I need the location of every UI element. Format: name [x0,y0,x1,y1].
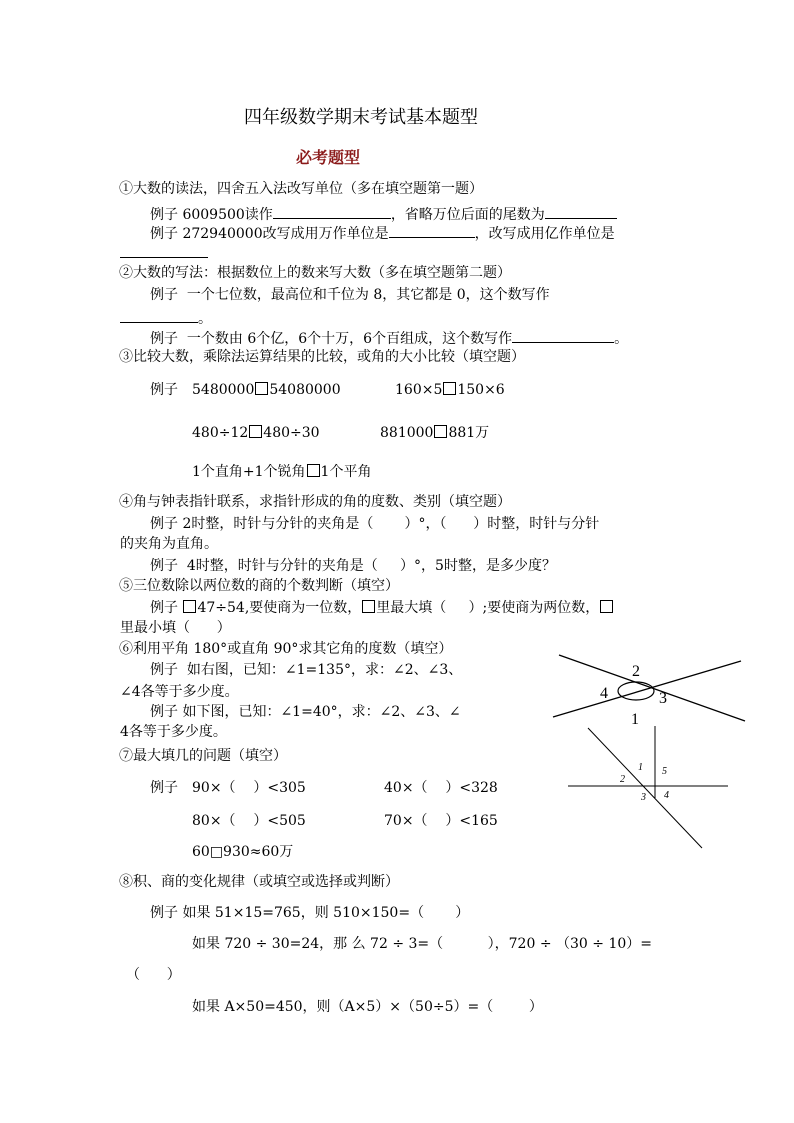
angle-label-4: 4 [664,790,669,801]
subtitle: 必考题型 [296,148,361,167]
answer-blank[interactable] [545,204,617,219]
answer-blank[interactable] [512,328,614,343]
section-8-heading: ⑧积、商的变化规律（或填空或选择或判断） [119,874,399,890]
problem-1: 90×（ ）<305 [192,780,306,796]
compare-box[interactable] [434,425,447,438]
example-label: 例子 [150,780,178,796]
section-6-example-1: 例子 如右图，已知：∠1=135°，求：∠2、∠3、 [150,662,463,678]
angle-label-2: 2 [620,774,625,785]
problem-3: 80×（ ）<505 [192,813,306,829]
compare-4: 881000 881万 [380,425,490,441]
digit-box[interactable] [362,600,375,613]
angle-label-3: 3 [641,792,646,803]
line-b [553,661,741,717]
section-2-heading: ②大数的写法：根据数位上的数来写大数（多在填空题第二题） [119,265,511,281]
digit-box[interactable] [600,600,613,613]
section-1-example-1: 例子 6009500读作 ，省略万位后面的尾数为 [150,204,617,224]
answer-blank[interactable] [389,223,475,238]
section-2-example-1: 例子 一个七位数，最高位和千位为 8，其它都是 0，这个数写作 [150,287,550,303]
problem-2: 40×（ ）<328 [384,780,498,796]
section-5-example: 例子 47÷54,要使商为一位数， 里最大填（ ）;要使商为两位数， [150,599,614,617]
compare-box[interactable] [249,425,262,438]
compare-box[interactable] [307,464,320,477]
section-2-example-2: 例子 一个数由 6个亿，6个十万，6个百组成，这个数写作 。 [150,328,628,348]
section-6-example-2: 例子 如下图，已知：∠1=40°，求：∠2、∠3、∠ [150,704,461,720]
diagonal-line [588,728,702,848]
section-8-example-2: 如果 720 ÷ 30=24，那 么 72 ÷ 3=（ ），720 ÷ （30 ÷ 10）= [192,936,652,952]
section-8-example-3: 如果 A×50=450，则（A×5）×（50÷5）=（ ） [192,999,543,1015]
angle-label-4: 4 [600,685,608,702]
page-title: 四年级数学期末考试基本题型 [244,107,478,128]
angle-label-1: 1 [631,711,639,728]
angle-label-5: 5 [662,766,667,777]
digit-box[interactable] [183,600,196,613]
figure-perpendicular-lines [560,722,735,854]
section-1-example-2: 例子 272940000改写成用万作单位是 ，改写成用亿作单位是 [150,223,615,243]
angle-label-1: 1 [638,762,643,773]
section-5-heading: ⑤三位数除以两位数的商的个数判断（填空） [119,578,399,594]
answer-blank[interactable] [273,204,391,219]
compare-1: 5480000 54080000 [192,382,341,398]
problem-4: 70×（ ）<165 [384,813,498,829]
compare-2: 160×5 150×6 [395,382,505,398]
compare-box[interactable] [443,382,456,395]
angle-arc [618,682,654,700]
compare-box[interactable] [255,382,268,395]
section-8-example-1: 例子 如果 51×15=765，则 510×150=（ ） [150,905,470,921]
section-4-example-2: 例子 4时整，时针与分针的夹角是（ ）°，5时整，是多少度？ [150,558,556,574]
answer-blank[interactable] [120,243,208,258]
answer-blank[interactable] [120,308,198,323]
compare-3: 480÷12 480÷30 [192,425,320,441]
example-label: 例子 [150,382,178,398]
compare-5: 1个直角+1个锐角 1个平角 [192,464,372,480]
angle-label-2: 2 [632,663,640,680]
section-4-example-1: 例子 2时整，时针与分针的夹角是（ ）°，（ ）时整，时针与分针 [150,516,600,532]
section-3-heading: ③比较大数，乘除法运算结果的比较，或角的大小比较（填空题） [119,349,525,365]
problem-5: 60□930≈60万 [192,844,294,860]
angle-label-3: 3 [659,690,667,707]
section-1-heading: ①大数的读法，四舍五入法改写单位（多在填空题第一题） [119,181,483,197]
section-4-heading: ④角与钟表指针联系，求指针形成的角的度数、类别（填空题） [119,494,511,510]
section-7-heading: ⑦最大填几的问题（填空） [119,748,287,764]
section-6-heading: ⑥利用平角 180°或直角 90°求其它角的度数（填空） [119,641,453,657]
